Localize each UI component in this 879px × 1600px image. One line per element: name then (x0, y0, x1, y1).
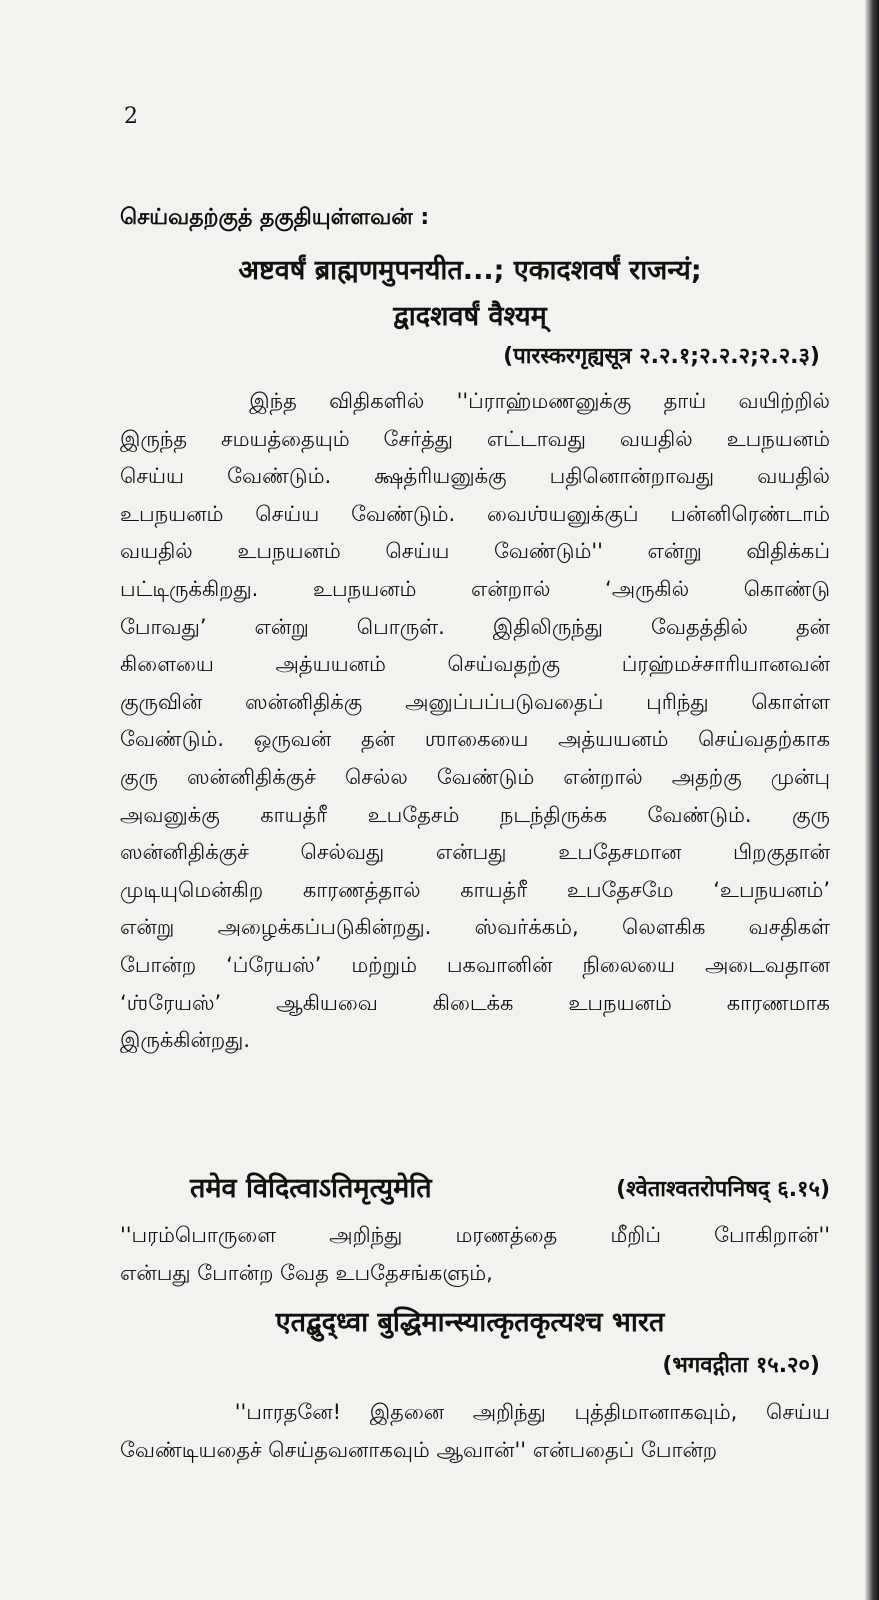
paragraph-line: குரு ஸன்னிதிக்குச் செல்ல வேண்டும் என்றால் அதற்கு முன்பு (120, 764, 830, 789)
paragraph-line: முடியுமென்கிற காரணத்தால் காயத்ரீ உபதேசமே ‘உபநயனம்’ (120, 877, 830, 902)
paragraph-line: போவது’ என்று பொருள். இதிலிருந்து வேதத்தில் தன் (120, 614, 830, 639)
sanskrit-verse-1-reference: (पारस्करगृह्यसूत्र २.२.१;२.२.२;२.२.३) (503, 344, 820, 369)
paragraph-line: ''பாரதனே! இதனை அறிந்து புத்திமானாகவும், செய்ய (120, 1400, 830, 1424)
paragraph-line: உபநயனம் செய்ய வேண்டும். வைஶ்யனுக்குப் பன்னிரெண்டாம் (120, 501, 830, 526)
paragraph-line: என்பது போன்ற வேத உபதேசங்களும், (120, 1260, 493, 1285)
paragraph-line: ஸன்னிதிக்குச் செல்வது என்பது உபதேசமான பிறகுதான் (120, 840, 830, 865)
paragraph-line: செய்ய வேண்டும். க்ஷத்ரியனுக்கு பதினொன்றாவது வயதில் (120, 464, 830, 489)
paragraph-line: வேண்டியதைச் செய்தவனாகவும் ஆவான்'' என்பதைப் போன்ற (120, 1437, 718, 1462)
paragraph-line: பட்டிருக்கிறது. உபநயனம் என்றால் ‘அருகில் கொண்டு (120, 576, 830, 601)
paragraph-line: ''பரம்பொருளை அறிந்து மரணத்தை மீறிப் போகிறான்'' (120, 1223, 830, 1247)
paragraph-line: குருவின் ஸன்னிதிக்கு அனுப்பப்படுவதைப் புரிந்து கொள்ள (120, 689, 830, 714)
paragraph-line: வயதில் உபநயனம் செய்ய வேண்டும்'' என்று விதிக்கப் (120, 539, 830, 564)
paragraph-3 (120, 1394, 830, 1469)
paragraph-line: போன்ற ‘ப்ரேயஸ்’ மற்றும் பகவானின் நிலையை அடைவதான (120, 952, 830, 977)
paragraph-line: கிளையை அத்யயனம் செய்வதற்கு ப்ரஹ்மச்சாரியானவன் (120, 652, 830, 677)
section-heading: செய்வதற்குத் தகுதியுள்ளவன் : (120, 205, 430, 230)
paragraph-line: ‘ஶ்ரேயஸ்’ ஆகியவை கிடைக்க உபநயனம் காரணமாக (120, 990, 830, 1015)
paragraph-line: இருந்த சமயத்தையும் சேர்த்து எட்டாவது வயதில் உபநயனம் (120, 426, 830, 451)
sanskrit-verse-3-reference: (भगवद्गीता १५.२०) (662, 1353, 820, 1378)
sanskrit-verse-1-line-2: द्वादशवर्षं वैश्यम् (393, 301, 547, 332)
paragraph-1 (120, 383, 830, 1060)
paragraph-line: இந்த விதிகளில் ''ப்ராஹ்மணனுக்கு தாய் வயிற்றில் (120, 389, 830, 413)
page-edge (865, 0, 879, 1600)
paragraph-line: அவனுக்கு காயத்ரீ உபதேசம் நடந்திருக்க வேண்டும். குரு (120, 802, 830, 827)
paragraph-line: என்று அழைக்கப்படுகின்றது. ஸ்வர்க்கம், லௌகிக வசதிகள் (120, 915, 830, 940)
page-number: 2 (124, 104, 138, 129)
paragraph-line: வேண்டும். ஒருவன் தன் ஶாகையை அத்யயனம் செய்வதற்காக (120, 727, 830, 752)
paragraph-2 (120, 1217, 830, 1292)
sanskrit-verse-1-line-1: अष्टवर्षं ब्राह्मणमुपनयीत...; एकादशवर्षं राजन्यं; (238, 255, 702, 286)
sanskrit-verse-3-text: एतद्बुद्ध्वा बुद्धिमान्स्यात्कृतकृत्यश्च भारत (275, 1307, 665, 1338)
sanskrit-verse-2-reference: (श्वेताश्वतरोपनिषद् ६.१५) (616, 1177, 830, 1202)
sanskrit-verse-2-text: तमेव विदित्वाऽतिमृत्युमेति (190, 1173, 432, 1204)
sanskrit-verse-2 (120, 1168, 830, 1208)
paragraph-line: இருக்கின்றது. (120, 1028, 251, 1053)
